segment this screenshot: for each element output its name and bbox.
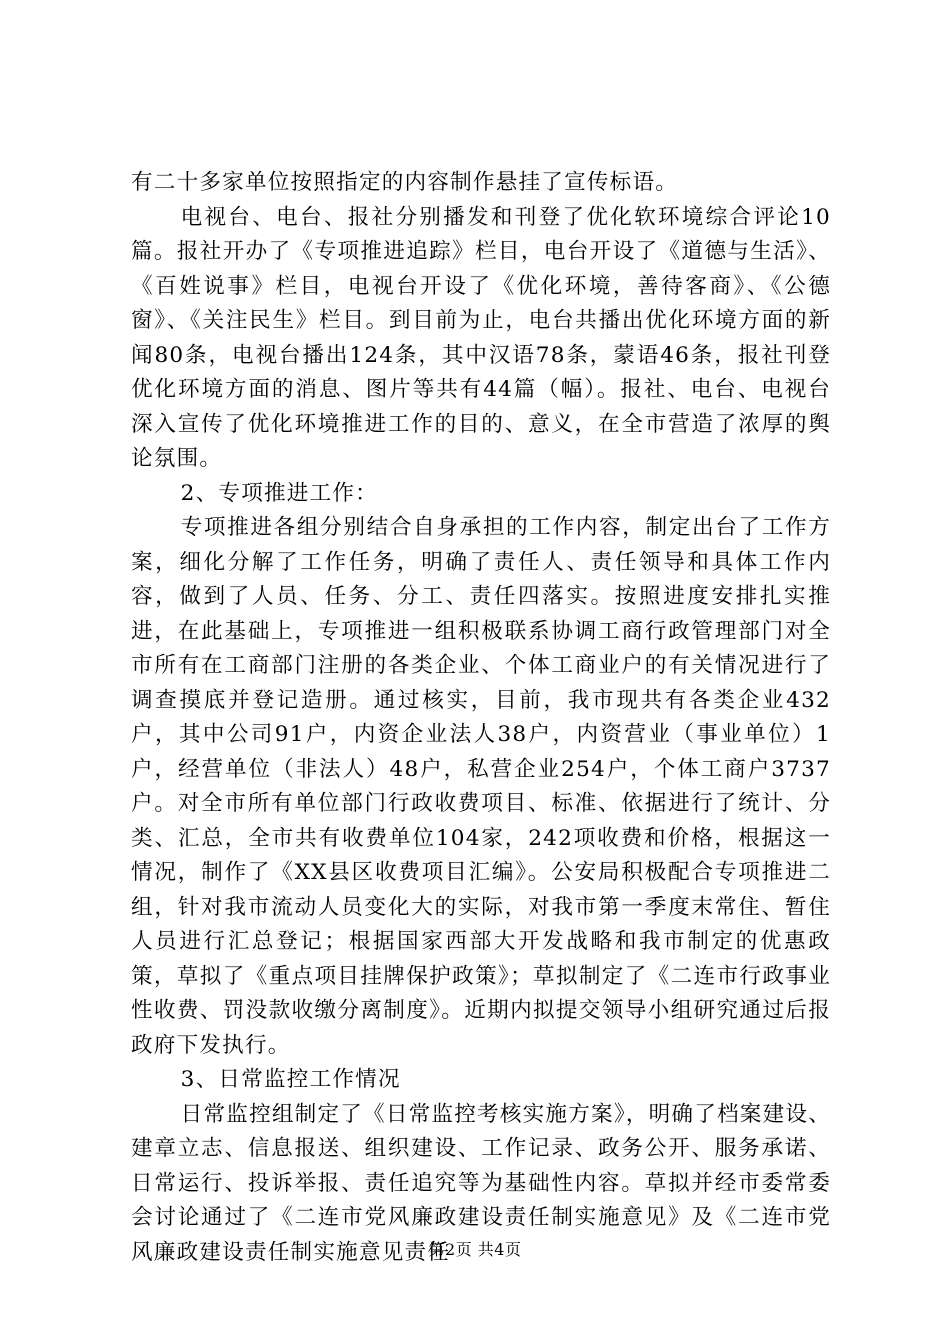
document-body [131,166,831,1270]
section-heading-special-promotion: 2、专项推进工作： [180,480,378,506]
paragraph-special-promotion: 专项推进各组分别结合自身承担的工作内容，制定出台了工作方案，细化分解了工作任务，明确了责任人、责任领导和具体工作内容，做到了人员、任务、分工、责任四落实。按照进度安排扎实推进，在此基础上，专项推进一组积极联系协调工商行政管理部门对全市所有在工商部门注册的各类企业、个体工商业户的有关情况进行了调查摸底并登记造册。通过核实，目前，我市现共有各类企业432户，其中公司91户，内资企业法人38户，内资营业（事业单位）1户，经营单位（非法人）48户，私营企业254户，个体工商户3737户。对全市所有单位部门行政收费项目、标准、依据进行了统计、分类、汇总，全市共有收费单位104家，242项收费和价格，根据这一情况，制作了《XX县区收费项目汇编》。公安局积极配合专项推进二组，针对我市流动人员变化大的实际，对我市第一季度末常住、暂住人员进行汇总登记；根据国家西部大开发战略和我市制定的优惠政策，草拟了《重点项目挂牌保护政策》；草拟制定了《二连市行政事业性收费、罚没款收缴分离制度》。近期内拟提交领导小组研究通过后报政府下发执行。 [131,515,831,1058]
paragraph-media-coverage: 电视台、电台、报社分别播发和刊登了优化软环境综合评论10篇。报社开办了《专项推进追踪》栏目，电台开设了《道德与生活》、《百姓说事》栏目，电视台开设了《优化环境，善待客商》、《公德窗》、《关注民生》栏目。到目前为止，电台共播出优化环境方面的新闻80条，电视台播出124条，其中汉语78条，蒙语46条，报社刊登优化环境方面的消息、图片等共有44篇（幅）。报社、电台、电视台深入宣传了优化环境推进工作的目的、意义，在全市营造了浓厚的舆论氛围。 [131,204,831,471]
section-heading-daily-monitoring: 3、日常监控工作情况 [180,1067,401,1092]
paragraph-daily-monitoring: 日常监控组制定了《日常监控考核实施方案》，明确了档案建设、建章立志、信息报送、组织建设、工作记录、政务公开、服务承诺、日常运行、投诉举报、责任追究等为基础性内容。草拟并经市委常委会讨论通过了《二连市党风廉政建设责任制实施意见》及《二连市党风廉政建设责任制实施意见责任 [131,1101,831,1265]
paragraph-continuation: 有二十多家单位按照指定的内容制作悬挂了宣传标语。 [131,170,679,195]
page-footer: 第2页 共4页 [428,1240,522,1259]
